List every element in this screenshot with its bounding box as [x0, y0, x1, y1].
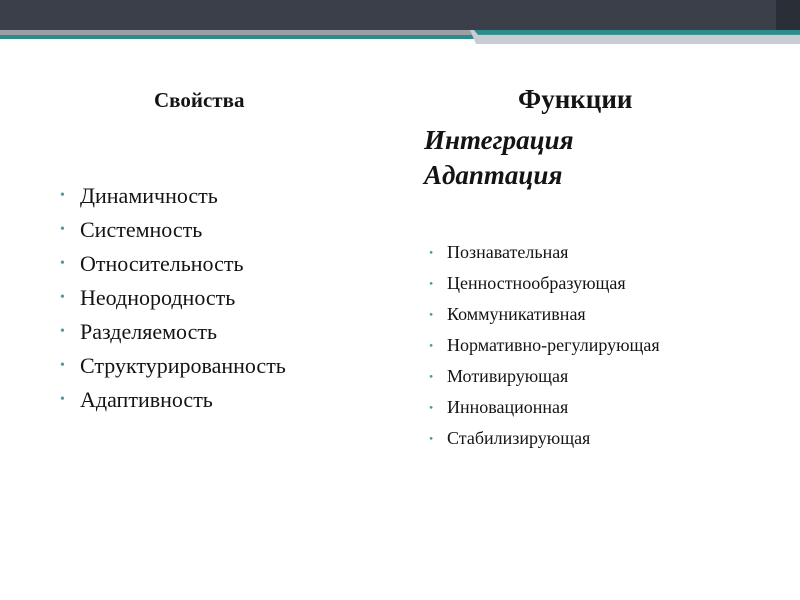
bullet-icon: • — [60, 188, 65, 203]
bullet-icon: • — [60, 290, 65, 305]
bullet-icon: • — [60, 324, 65, 339]
list-item-label: Ценностнообразующая — [447, 273, 626, 293]
list-item-label: Коммуникативная — [447, 304, 586, 324]
adaptation-line: Адаптация — [424, 160, 563, 190]
list-item — [60, 383, 286, 417]
list-item-label: Структурированность — [80, 353, 286, 378]
bullet-icon: • — [429, 431, 434, 445]
properties-list — [60, 179, 286, 417]
bullet-icon: • — [60, 392, 65, 407]
list-item — [60, 179, 286, 213]
list-item-label: Инновационная — [447, 397, 569, 417]
bullet-icon: • — [429, 400, 434, 414]
list-item-label: Относительность — [80, 251, 244, 276]
bullet-icon: • — [429, 307, 434, 321]
list-item-label: Неоднородность — [80, 285, 236, 310]
decor-corner-dark — [776, 0, 800, 30]
list-item — [60, 247, 286, 281]
list-item — [60, 281, 286, 315]
integration-line: Интеграция — [424, 125, 574, 155]
bullet-icon: • — [429, 338, 434, 352]
bullet-icon: • — [60, 358, 65, 373]
bullet-icon: • — [429, 245, 434, 259]
properties-heading: Свойства — [154, 88, 245, 112]
bullet-icon: • — [60, 222, 65, 237]
list-item — [429, 299, 660, 330]
list-item-label: Адаптивность — [80, 387, 213, 412]
list-item — [429, 361, 660, 392]
functions-list — [429, 237, 660, 454]
list-item — [60, 213, 286, 247]
bullet-icon: • — [429, 276, 434, 290]
functions-heading: Функции — [518, 84, 633, 114]
list-item — [60, 349, 286, 383]
list-item-label: Нормативно-регулирующая — [447, 335, 660, 355]
list-item — [429, 423, 660, 454]
list-item-label: Мотивирующая — [447, 366, 569, 386]
list-item — [60, 315, 286, 349]
list-item-label: Разделяемость — [80, 319, 217, 344]
bullet-icon: • — [60, 256, 65, 271]
list-item — [429, 392, 660, 423]
list-item-label: Познавательная — [447, 242, 569, 262]
list-item — [429, 330, 660, 361]
list-item-label: Системность — [80, 217, 203, 242]
list-item-label: Стабилизирующая — [447, 428, 591, 448]
top-decor-bar — [0, 0, 800, 30]
list-item-label: Динамичность — [80, 183, 218, 208]
list-item — [429, 268, 660, 299]
bullet-icon: • — [429, 369, 434, 383]
list-item — [429, 237, 660, 268]
